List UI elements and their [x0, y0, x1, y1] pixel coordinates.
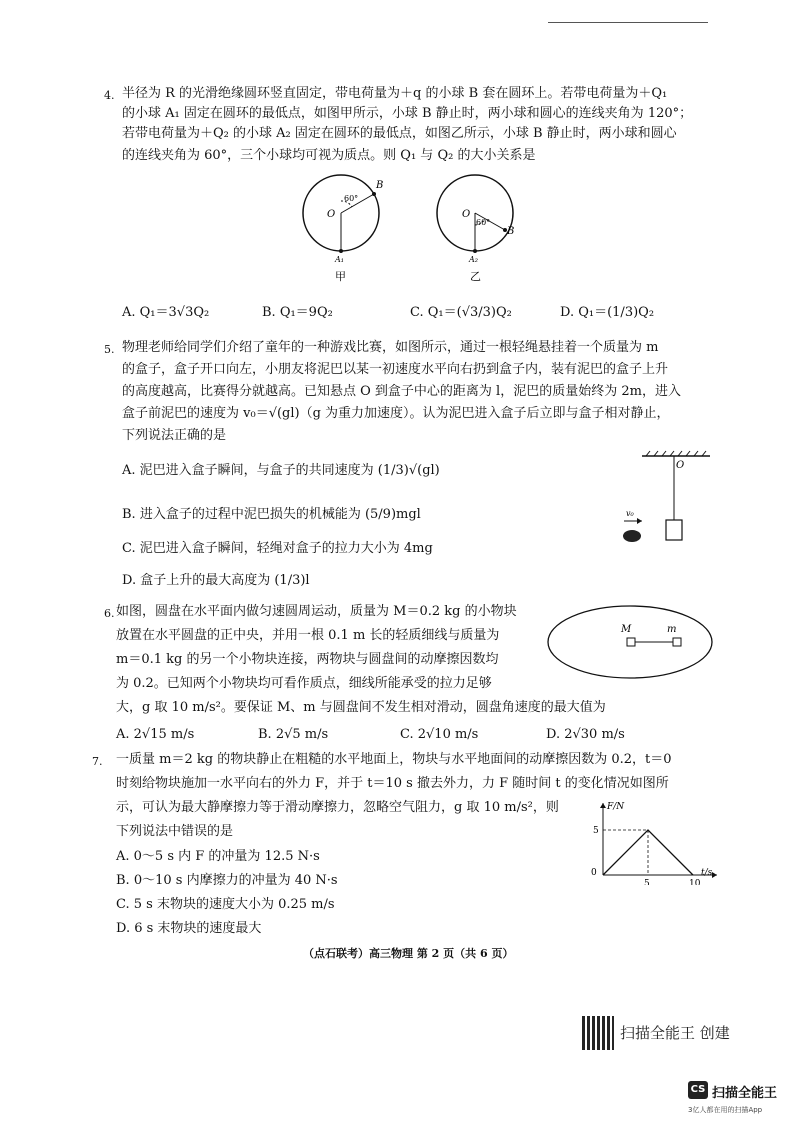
q5-option-c: C. 泥巴进入盒子瞬间，轻绳对盒子的拉力大小为 4mg [122, 541, 433, 556]
q7-option-c: C. 5 s 末物块的速度大小为 0.25 m/s [116, 897, 335, 912]
page-footer: （点石联考）高三物理 第 2 页（共 6 页） [303, 947, 514, 960]
y-tick-label: 5 [593, 826, 599, 836]
q7-line-3: 示，可认为最大静摩擦力等于滑动摩擦力，忽略空气阻力，g 取 10 m/s²，则 [116, 800, 559, 815]
q5-number: 5. [104, 343, 115, 356]
q7-option-a: A. 0～5 s 内 F 的冲量为 12.5 N·s [116, 849, 320, 864]
x-tick-label: 0 [591, 868, 597, 878]
q7-line-4: 下列说法中错误的是 [116, 824, 234, 839]
x-axis-label: t/s [701, 868, 713, 878]
q6-line-4: 为 0.2。已知两个小物块均可看作质点，细线所能承受的拉力足够 [116, 676, 492, 691]
q6-line-2: 放置在水平圆盘的正中央，并用一根 0.1 m 长的轻质细线与质量为 [116, 628, 500, 643]
q5-figure [610, 448, 720, 548]
label-big-m: M [621, 624, 632, 635]
q6-line-5: 大，g 取 10 m/s²。要保证 M、m 与圆盘间不发生相对滑动，圆盘角速度的最大值为 [116, 700, 606, 715]
q4-line-3: 若带电荷量为＋Q₂ 的小球 A₂ 固定在圆环的最低点，如图乙所示，小球 B 静止时，两小球和圆心 [122, 126, 677, 141]
q6-option-b: B. 2√5 m/s [258, 727, 329, 742]
q4-option-b: B. Q₁＝9Q₂ [262, 305, 333, 320]
ball-b-jia [372, 192, 376, 196]
qr-code [582, 1016, 614, 1050]
y-axis-label: F/N [607, 802, 625, 812]
q5-line-1: 物理老师给同学们介绍了童年的一种游戏比赛，如图所示，通过一根轻绳悬挂着一个质量为 m [122, 340, 659, 355]
q4-option-c: C. Q₁＝(√3/3)Q₂ [410, 305, 512, 320]
q5-option-b: B. 进入盒子的过程中泥巴损失的机械能为 (5/9)mgl [122, 507, 421, 522]
block-small-m [673, 638, 681, 646]
q7-option-b: B. 0～10 s 内摩擦力的冲量为 40 N·s [116, 873, 338, 888]
scanner-logo-subtitle: 3亿人都在用的扫描App [688, 1106, 763, 1114]
x-tick-label: 5 [644, 879, 650, 885]
label-o-jia: O [327, 209, 336, 220]
scanner-logo-text: 扫描全能王 [712, 1086, 778, 1101]
label-small-m: m [667, 624, 677, 635]
q7-force-time-chart [585, 795, 725, 885]
label-b-yi: B [507, 226, 515, 237]
q6-option-a: A. 2√15 m/s [116, 727, 195, 742]
q4-option-a: A. Q₁＝3√3Q₂ [122, 305, 210, 320]
label-angle-jia: 60° [344, 194, 359, 203]
label-a1: A₁ [335, 255, 344, 264]
q7-option-d: D. 6 s 末物块的速度最大 [116, 921, 262, 936]
q7-number: 7. [92, 755, 103, 768]
q5-line-5: 下列说法正确的是 [122, 428, 227, 443]
q5-line-2: 的盒子，盒子开口向左，小朋友将泥巴以某一初速度水平向右扔到盒子内，装有泥巴的盒子上升 [122, 362, 669, 377]
ball-a1 [339, 249, 343, 253]
q5-option-d: D. 盒子上升的最大高度为 (1/3)l [122, 573, 310, 588]
label-v0: v₀ [626, 509, 634, 518]
q4-number: 4. [104, 89, 115, 102]
header-rule [548, 22, 708, 23]
box [666, 520, 682, 540]
q7-line-1: 一质量 m＝2 kg 的物块静止在粗糙的水平地面上，物块与水平地面间的动摩擦因数为 0.2，t＝0 [116, 752, 672, 767]
label-b-jia: B [376, 180, 384, 191]
scanner-logo-icon: CS [688, 1081, 708, 1099]
q4-figures [295, 168, 535, 288]
q6-option-c: C. 2√10 m/s [400, 727, 479, 742]
caption-jia: 甲 [335, 270, 346, 283]
caption-yi: 乙 [470, 270, 481, 283]
x-tick-label: 10 [689, 879, 701, 885]
q6-figure [545, 602, 715, 682]
ball-a2 [473, 249, 477, 253]
q5-option-a: A. 泥巴进入盒子瞬间，与盒子的共同速度为 (1/3)√(gl) [122, 463, 440, 478]
mud [623, 530, 641, 542]
q6-number: 6. [104, 607, 115, 620]
label-o-q5: O [676, 460, 685, 471]
block-big-m [627, 638, 635, 646]
q5-line-3: 的高度越高，比赛得分就越高。已知悬点 O 到盒子中心的距离为 l，泥巴的质量始终为 2m，进入 [122, 384, 681, 399]
q4-line-2: 的小球 A₁ 固定在圆环的最低点，如图甲所示，小球 B 静止时，两小球和圆心的连线夹角为 120°； [122, 106, 693, 121]
q6-line-3: m＝0.1 kg 的另一个小物块连接，两物块与圆盘间的动摩擦因数均 [116, 652, 499, 667]
q4-line-4: 的连线夹角为 60°，三个小球均可视为质点。则 Q₁ 与 Q₂ 的大小关系是 [122, 148, 536, 163]
disk [548, 606, 712, 678]
scanner-brand: 扫描全能王 创建 [620, 1024, 730, 1042]
q4-option-d: D. Q₁＝(1/3)Q₂ [560, 305, 655, 320]
q6-option-d: D. 2√30 m/s [546, 727, 625, 742]
q4-line-1: 半径为 R 的光滑绝缘圆环竖直固定，带电荷量为＋q 的小球 B 套在圆环上。若带电荷量为＋Q₁ [122, 86, 668, 101]
label-a2: A₂ [469, 255, 478, 264]
label-angle-yi: 60° [476, 218, 491, 227]
q7-line-2: 时刻给物块施加一水平向右的外力 F，并于 t＝10 s 撤去外力，力 F 随时间 t 的变化情况如图所 [116, 776, 669, 791]
label-o-yi: O [462, 209, 471, 220]
q6-line-1: 如图，圆盘在水平面内做匀速圆周运动，质量为 M＝0.2 kg 的小物块 [116, 604, 517, 619]
q5-line-4: 盒子前泥巴的速度为 v₀＝√(gl)（g 为重力加速度）。认为泥巴进入盒子后立即与盒子相对静止， [122, 406, 670, 421]
